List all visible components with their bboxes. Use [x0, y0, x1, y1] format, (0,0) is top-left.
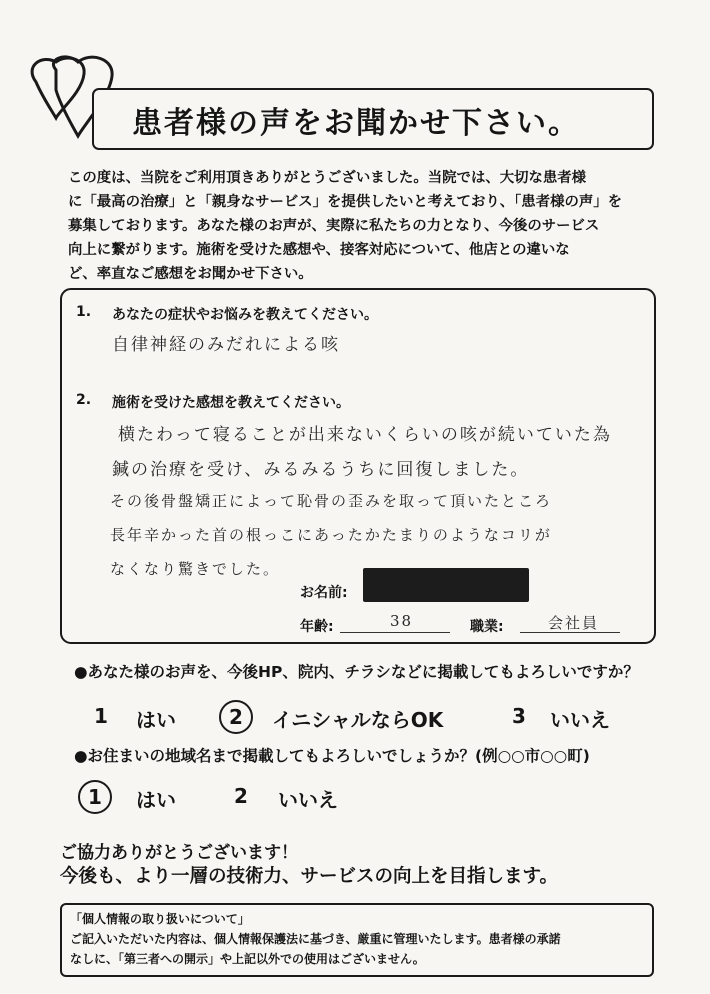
publish-option-1-label[interactable]: はい	[136, 708, 176, 732]
area-option-1-number: 1	[88, 785, 102, 809]
age-value: 38	[390, 612, 414, 630]
area-consent-question: ●お住まいの地域名まで掲載してもよろしいでしょうか？(例○○市○○町)	[74, 747, 590, 765]
age-label: 年齢:	[300, 619, 334, 635]
occupation-underline	[520, 632, 620, 633]
area-option-1-label[interactable]: はい	[136, 788, 176, 812]
privacy-line: なしに、「第三者への開示」や上記以外での使用はございません。	[70, 952, 425, 966]
occupation-value: 会社員	[548, 614, 600, 632]
question-2-answer-line: なくなり驚きでした。	[110, 560, 281, 578]
question-2-answer-line: 横たわって寝ることが出来ないくらいの咳が続いていた為	[118, 425, 612, 445]
age-underline	[340, 632, 450, 633]
publish-option-1-number[interactable]: 1	[94, 704, 108, 728]
question-2-text: 施術を受けた感想を教えてください。	[112, 395, 350, 411]
question-1-answer: 自律神経のみだれによる咳	[112, 335, 340, 355]
goal-line: 今後も、より一層の技術力、サービスの向上を目指します。	[60, 866, 559, 887]
intro-line: この度は、当院をご利用頂きありがとうございました。当院では、大切な患者様	[68, 170, 587, 186]
redacted-name	[363, 568, 529, 602]
page-title: 患者様の声をお聞かせ下さい。	[132, 106, 580, 141]
privacy-title: 「個人情報の取り扱いについて」	[70, 912, 250, 926]
intro-line: に「最高の治療」と「親身なサービス」を提供したいと考えており、「患者様の声」を	[68, 194, 623, 210]
publish-consent-question: ●あなた様のお声を、今後HP、院内、チラシなどに掲載してもよろしいですか？	[74, 663, 639, 681]
question-2-number: 2.	[76, 392, 92, 408]
question-1-number: 1.	[76, 304, 92, 320]
area-option-2-label[interactable]: いいえ	[278, 788, 338, 812]
intro-line: ど、率直なご感想をお聞かせ下さい。	[68, 266, 313, 282]
question-2-answer-line: その後骨盤矯正によって恥骨の歪みを取って頂いたところ	[110, 492, 553, 510]
question-1-text: あなたの症状やお悩みを教えてください。	[112, 307, 378, 323]
publish-option-3-label[interactable]: いいえ	[550, 708, 610, 732]
occupation-label: 職業:	[470, 619, 504, 635]
publish-option-2-number: 2	[229, 705, 243, 729]
area-option-1-circled[interactable]	[78, 780, 112, 814]
publish-option-2-circled[interactable]	[219, 700, 253, 734]
question-2-answer-line: 長年辛かった首の根っこにあったかたまりのようなコリが	[110, 526, 552, 544]
name-label: お名前:	[300, 585, 348, 601]
intro-paragraph	[68, 166, 658, 286]
privacy-line: ご記入いただいた内容は、個人情報保護法に基づき、厳重に管理いたします。患者様の承諾	[70, 932, 561, 946]
intro-line: 向上に繋がります。施術を受けた感想や、接客対応について、他店との違いな	[68, 242, 570, 258]
publish-option-2-label[interactable]: イニシャルならOK	[272, 708, 444, 732]
area-option-2-number[interactable]: 2	[234, 784, 248, 808]
intro-line: 募集しております。あなた様のお声が、実際に私たちの力となり、今後のサービス	[68, 218, 600, 234]
question-2-answer-line: 鍼の治療を受け、みるみるうちに回復しました。	[112, 460, 530, 480]
thanks-line: ご協力ありがとうございます！	[60, 843, 298, 863]
publish-option-3-number[interactable]: 3	[512, 704, 526, 728]
